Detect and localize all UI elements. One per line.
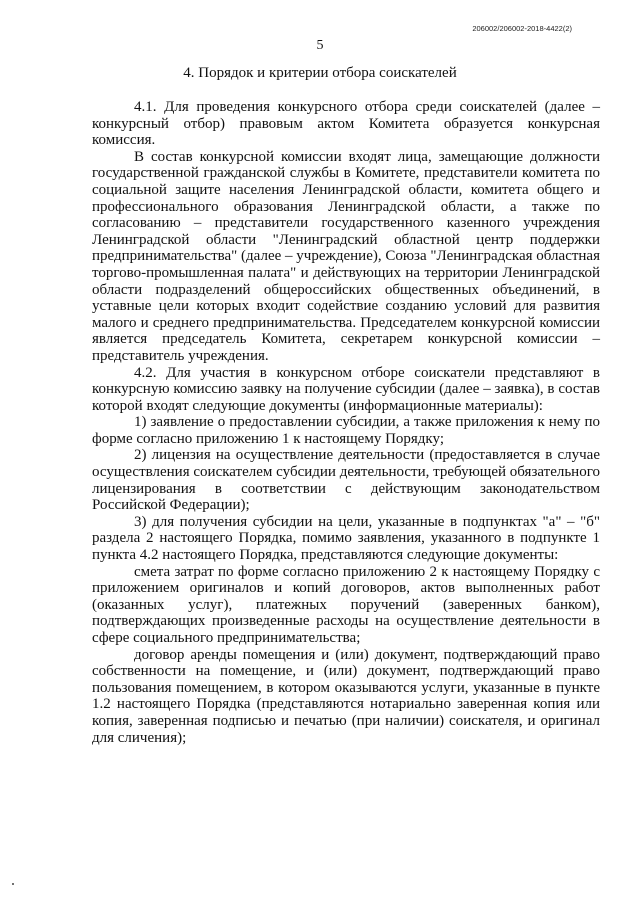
scan-artifact bbox=[12, 883, 14, 885]
document-body bbox=[92, 99, 600, 746]
paragraph-commission-composition: В состав конкурсной комиссии входят лица, замещающие должности государственной гражданской службы в Комитете, представители комитета по социальной защите населения Ленинградской области, комитета общего и профессионального образования Ленинградской области, а также по согласованию – представители государственного казенного учреждения Ленинградской области "Ленинградский областной центр поддержки предпринимательства" (далее – учреждение), Союза "Ленинградская областная торгово-промышленная палата" и действующих на территории Ленинградской области подразделений общероссийских общественных объединений, в уставные цели которых входит содействие созданию условий для развития малого и среднего предпринимательства. Председателем конкурсной комиссии является председатель Комитета, секретарем конкурсной комиссии – представитель учреждения. bbox=[92, 148, 600, 364]
paragraph-4-1: 4.1. Для проведения конкурсного отбора среди соискателей (далее – конкурсный отбор) правовым актом Комитета образуется конкурсная комиссия. bbox=[92, 99, 600, 149]
page-number: 5 bbox=[316, 38, 324, 53]
paragraph-4-2: 4.2. Для участия в конкурсном отборе соискатели представляют в конкурсную комиссию заявку на получение субсидии (далее – заявка), в состав которой входят следующие документы (информационные материалы): bbox=[92, 364, 600, 414]
section-title: 4. Порядок и критерии отбора соискателей bbox=[183, 65, 457, 81]
paragraph-lease-agreement: договор аренды помещения и (или) документ, подтверждающий право собственности на помещение, и (или) документ, подтверждающий право пользования помещением, в котором оказываются услуги, указанные в пункте 1.2 настоящего Порядка (представляются нотариально заверенная копия или копия, заверенная подписью и печатью (при наличии) соискателя, и оригинал для сличения); bbox=[92, 646, 600, 746]
paragraph-cost-estimate: смета затрат по форме согласно приложению 2 к настоящему Порядку с приложением оригиналов и копий договоров, актов выполненных работ (оказанных услуг), платежных поручений (заверенных банком), подтверждающих произведенные расходы на осуществление деятельности в сфере социального предпринимательства; bbox=[92, 563, 600, 646]
list-item-3: 3) для получения субсидии на цели, указанные в подпунктах "а" – "б" раздела 2 настоящего Порядка, помимо заявления, указанного в подпункте 1 пункта 4.2 настоящего Порядка, представляются следующие документы: bbox=[92, 513, 600, 564]
list-item-1: 1) заявление о предоставлении субсидии, а также приложения к нему по форме согласно приложению 1 к настоящему Порядку; bbox=[92, 414, 600, 447]
list-item-2: 2) лицензия на осуществление деятельности (предоставляется в случае осуществления соискателем субсидии деятельности, требующей обязательного лицензирования в соответствии с действующим законодательством Российской Федерации); bbox=[92, 447, 600, 514]
document-id: 206002/206002-2018-4422(2) bbox=[472, 24, 572, 33]
